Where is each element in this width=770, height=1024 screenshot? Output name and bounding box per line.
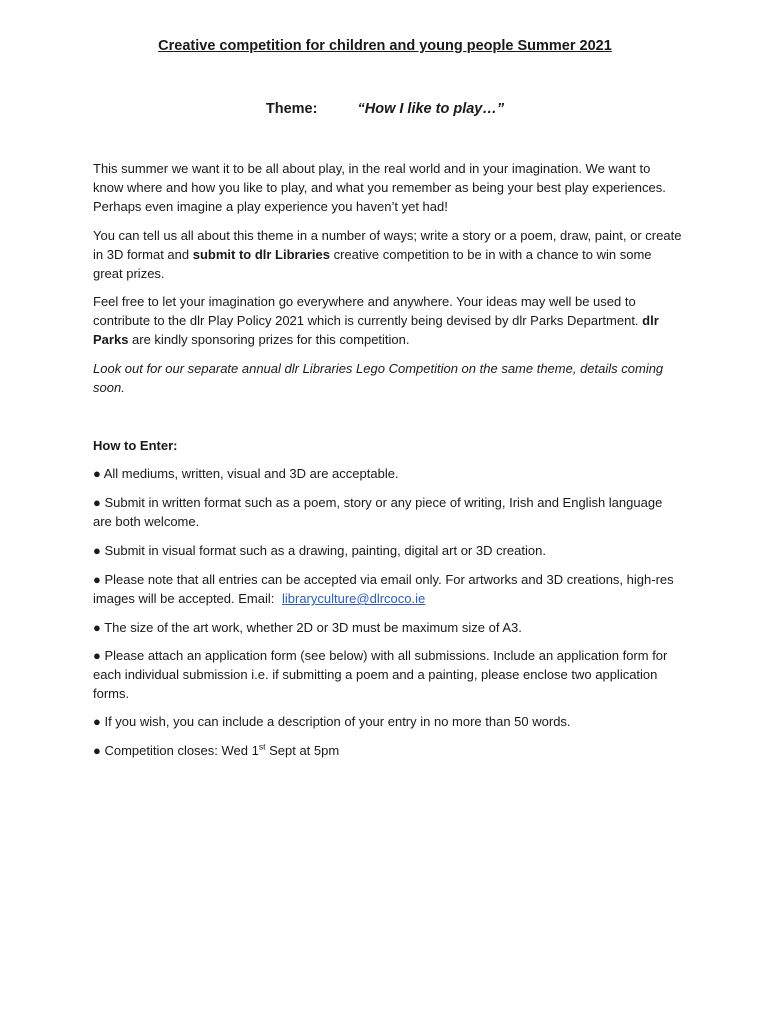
bullet-size: ● The size of the art work, whether 2D or 3D must be maximum size of A3.	[93, 620, 522, 635]
bullet-closing-date	[93, 741, 683, 760]
email-link[interactable]: libraryculture@dlrcoco.ie	[281, 591, 426, 607]
bullet-description: ● If you wish, you can include a description of your entry in no more than 50 words.	[93, 714, 571, 729]
bullet-written-format: ● Submit in written format such as a poem, story or any piece of writing, Irish and English language are both welcome.	[93, 495, 663, 530]
theme-text: “How I like to play…”	[357, 101, 505, 117]
bullet-mediums: ● All mediums, written, visual and 3D are acceptable.	[93, 466, 399, 481]
entry-methods-bold: submit to dlr Libraries	[192, 247, 330, 263]
entry-methods-text-1: You can tell us all about this theme in a number of ways; write a story or a poem, draw, paint, or create in 3D format and	[93, 228, 682, 263]
imagination-text-2: are kindly sponsoring prizes for this competition.	[128, 332, 410, 348]
lego-note-paragraph: Look out for our separate annual dlr Libraries Lego Competition on the same theme, details coming soon.	[93, 361, 664, 396]
document-title: Creative competition for children and young people Summer 2021	[158, 38, 612, 54]
bullet-application-form: ● Please attach an application form (see below) with all submissions. Include an application form for each individual submission i.e. if submitting a poem and a painting, please enclose two application forms.	[93, 648, 668, 702]
entry-methods-text-2: creative competition to be in with a chance to win some great prizes.	[93, 247, 652, 282]
bullet-email-text: ● Please note that all entries can be accepted via email only. For artworks and 3D creations, high-res images will be accepted. Email:	[93, 572, 674, 607]
bullet-email-only	[93, 570, 683, 608]
how-to-enter-heading: How to Enter:	[93, 438, 178, 453]
theme-line	[0, 99, 770, 119]
entry-methods-paragraph	[93, 226, 683, 284]
closing-date-text: ● Competition closes: Wed 1	[93, 743, 259, 758]
closing-date-ordinal: st	[258, 741, 266, 752]
theme-label: Theme:	[265, 101, 318, 117]
imagination-paragraph	[93, 292, 683, 350]
imagination-text-1: Feel free to let your imagination go everywhere and anywhere. Your ideas may well be used to contribute to the dlr Play Policy 2021 which is currently being devised by dlr Parks Department.	[93, 294, 643, 329]
bullet-visual-format: ● Submit in visual format such as a drawing, painting, digital art or 3D creation.	[93, 543, 546, 558]
intro-paragraph: This summer we want it to be all about play, in the real world and in your imagination. We want to know where and how you like to play, and what you remember as being your best play experiences. Perhaps even imagine a play experience you haven’t yet had!	[93, 161, 666, 215]
closing-date-time: Sept at 5pm	[265, 743, 340, 758]
imagination-bold: dlr Parks	[93, 313, 659, 348]
